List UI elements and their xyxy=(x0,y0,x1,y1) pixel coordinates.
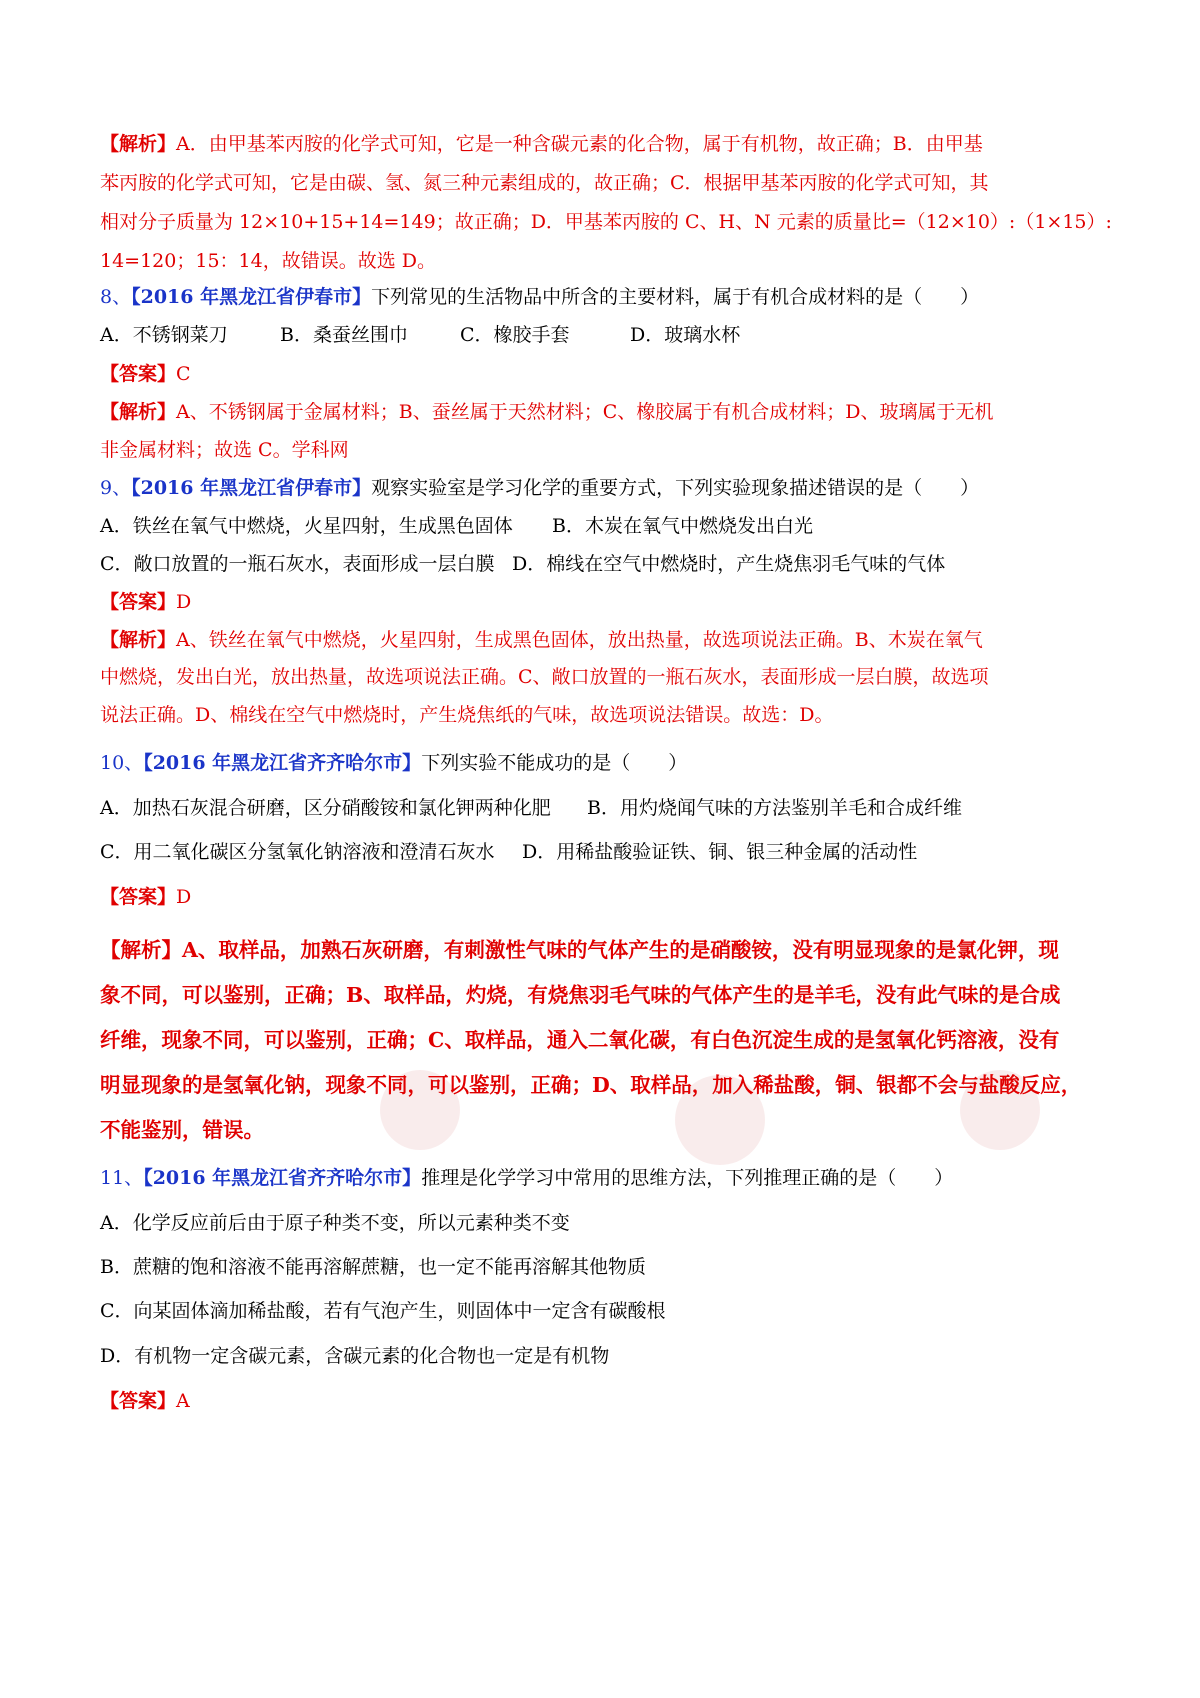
q8-stem-text: 下列常见的生活物品中所含的主要材料，属于有机合成材料的是（ ） xyxy=(371,286,980,308)
q10-option-a: A．加热石灰混合研磨，区分硝酸铵和氯化钾两种化肥 xyxy=(100,797,551,819)
q11-stem-text: 推理是化学学习中常用的思维方法，下列推理正确的是（ ） xyxy=(421,1167,954,1189)
q9-option-b: B．木炭在氧气中燃烧发出白光 xyxy=(552,515,813,537)
q9-stem-text: 观察实验室是学习化学的重要方式，下列实验现象描述错误的是（ ） xyxy=(371,477,980,499)
q10-option-c: C．用二氧化碳区分氢氧化钠溶液和澄清石灰水 xyxy=(100,841,495,863)
q8-option-b: B．桑蚕丝围巾 xyxy=(280,324,408,346)
analysis-top-line-2: 苯丙胺的化学式可知，它是由碳、氢、氮三种元素组成的，故正确；C．根据甲基苯丙胺的化学式可知，其 xyxy=(100,172,989,194)
q11-stem xyxy=(100,1165,953,1191)
q9-options-row-2 xyxy=(100,551,945,577)
q11-option-c: C．向某固体滴加稀盐酸，若有气泡产生，则固体中一定含有碳酸根 xyxy=(100,1300,666,1322)
q8-option-a: A．不锈钢菜刀 xyxy=(100,324,228,346)
q9-analysis-line-1: 【解析】A、铁丝在氧气中燃烧，火星四射，生成黑色固体，放出热量，故选项说法正确。B、木炭在氧气 xyxy=(100,629,983,651)
q8-analysis-line-1: 【解析】A、不锈钢属于金属材料；B、蚕丝属于天然材料；C、橡胶属于有机合成材料；D、玻璃属于无机 xyxy=(100,401,994,423)
q8-option-d: D．玻璃水杯 xyxy=(630,324,741,346)
q9-analysis-line-2: 中燃烧，发出白光，放出热量，故选项说法正确。C、敞口放置的一瓶石灰水，表面形成一层白膜，故选项 xyxy=(100,666,989,688)
q10-option-b: B．用灼烧闻气味的方法鉴别羊毛和合成纤维 xyxy=(587,797,962,819)
q8-analysis-line-2: 非金属材料；故选 C。学科网 xyxy=(100,439,349,461)
q10-source: 【2016 年黑龙江省齐齐哈尔市】 xyxy=(143,752,422,774)
q10-analysis-line-4: 明显现象的是氢氧化钠，现象不同，可以鉴别，正确；D、取样品，加入稀盐酸，铜、银都不会与盐酸反应， xyxy=(100,1073,1082,1097)
q11-answer: 【答案】A xyxy=(100,1390,190,1412)
q10-options-row-2 xyxy=(100,839,917,865)
q11-option-b: B．蔗糖的饱和溶液不能再溶解蔗糖，也一定不能再溶解其他物质 xyxy=(100,1256,646,1278)
q8-options xyxy=(100,322,740,348)
q11-option-a: A．化学反应前后由于原子种类不变，所以元素种类不变 xyxy=(100,1212,570,1234)
q8-source: 【2016 年黑龙江省伊春市】 xyxy=(131,286,372,308)
q10-stem-text: 下列实验不能成功的是（ ） xyxy=(421,752,688,774)
q10-stem xyxy=(100,750,687,776)
analysis-top-line-1: 【解析】A．由甲基苯丙胺的化学式可知，它是一种含碳元素的化合物，属于有机物，故正确；B．由甲基 xyxy=(100,133,983,155)
q10-analysis-line-2: 象不同，可以鉴别，正确；B、取样品，灼烧，有烧焦羽毛气味的气体产生的是羊毛，没有此气味的是合成 xyxy=(100,983,1061,1007)
q9-option-a: A．铁丝在氧气中燃烧，火星四射，生成黑色固体 xyxy=(100,515,513,537)
q8-number: 8、 xyxy=(100,286,132,308)
q10-analysis-line-5: 不能鉴别，错误。 xyxy=(100,1118,264,1142)
q10-answer: 【答案】D xyxy=(100,886,192,908)
q9-stem xyxy=(100,475,979,501)
q11-number: 11、 xyxy=(100,1167,144,1189)
q10-number: 10、 xyxy=(100,752,144,774)
q11-option-d: D．有机物一定含碳元素，含碳元素的化合物也一定是有机物 xyxy=(100,1345,610,1367)
q8-option-c: C．橡胶手套 xyxy=(460,324,570,346)
q8-answer: 【答案】C xyxy=(100,363,191,385)
q10-option-d: D．用稀盐酸验证铁、铜、银三种金属的活动性 xyxy=(522,841,918,863)
q10-analysis-line-3: 纤维，现象不同，可以鉴别，正确；C、取样品，通入二氧化碳，有白色沉淀生成的是氢氧化钙溶液，没有 xyxy=(100,1028,1060,1052)
analysis-top-line-4: 14=120；15：14，故错误。故选 D。 xyxy=(100,250,436,272)
q10-analysis-line-1: 【解析】A、取样品，加熟石灰研磨，有刺激性气味的气体产生的是硝酸铵，没有明显现象的是氯化钾，现 xyxy=(100,938,1059,962)
q9-answer: 【答案】D xyxy=(100,591,192,613)
q9-number: 9、 xyxy=(100,477,132,499)
q11-source: 【2016 年黑龙江省齐齐哈尔市】 xyxy=(143,1167,422,1189)
q8-stem xyxy=(100,284,979,310)
q10-options-row-1 xyxy=(100,795,962,821)
q9-source: 【2016 年黑龙江省伊春市】 xyxy=(131,477,372,499)
q9-analysis-line-3: 说法正确。D、棉线在空气中燃烧时，产生烧焦纸的气味，故选项说法错误。故选：D。 xyxy=(100,704,834,726)
q9-option-c: C．敞口放置的一瓶石灰水，表面形成一层白膜 xyxy=(100,553,495,575)
q9-option-d: D．棉线在空气中燃烧时，产生烧焦羽毛气味的气体 xyxy=(512,553,946,575)
q9-options-row-1 xyxy=(100,513,813,539)
analysis-top-line-3: 相对分子质量为 12×10+15+14=149；故正确；D．甲基苯丙胺的 C、H、N 元素的质量比=（12×10）:（1×15）: xyxy=(100,211,1112,233)
